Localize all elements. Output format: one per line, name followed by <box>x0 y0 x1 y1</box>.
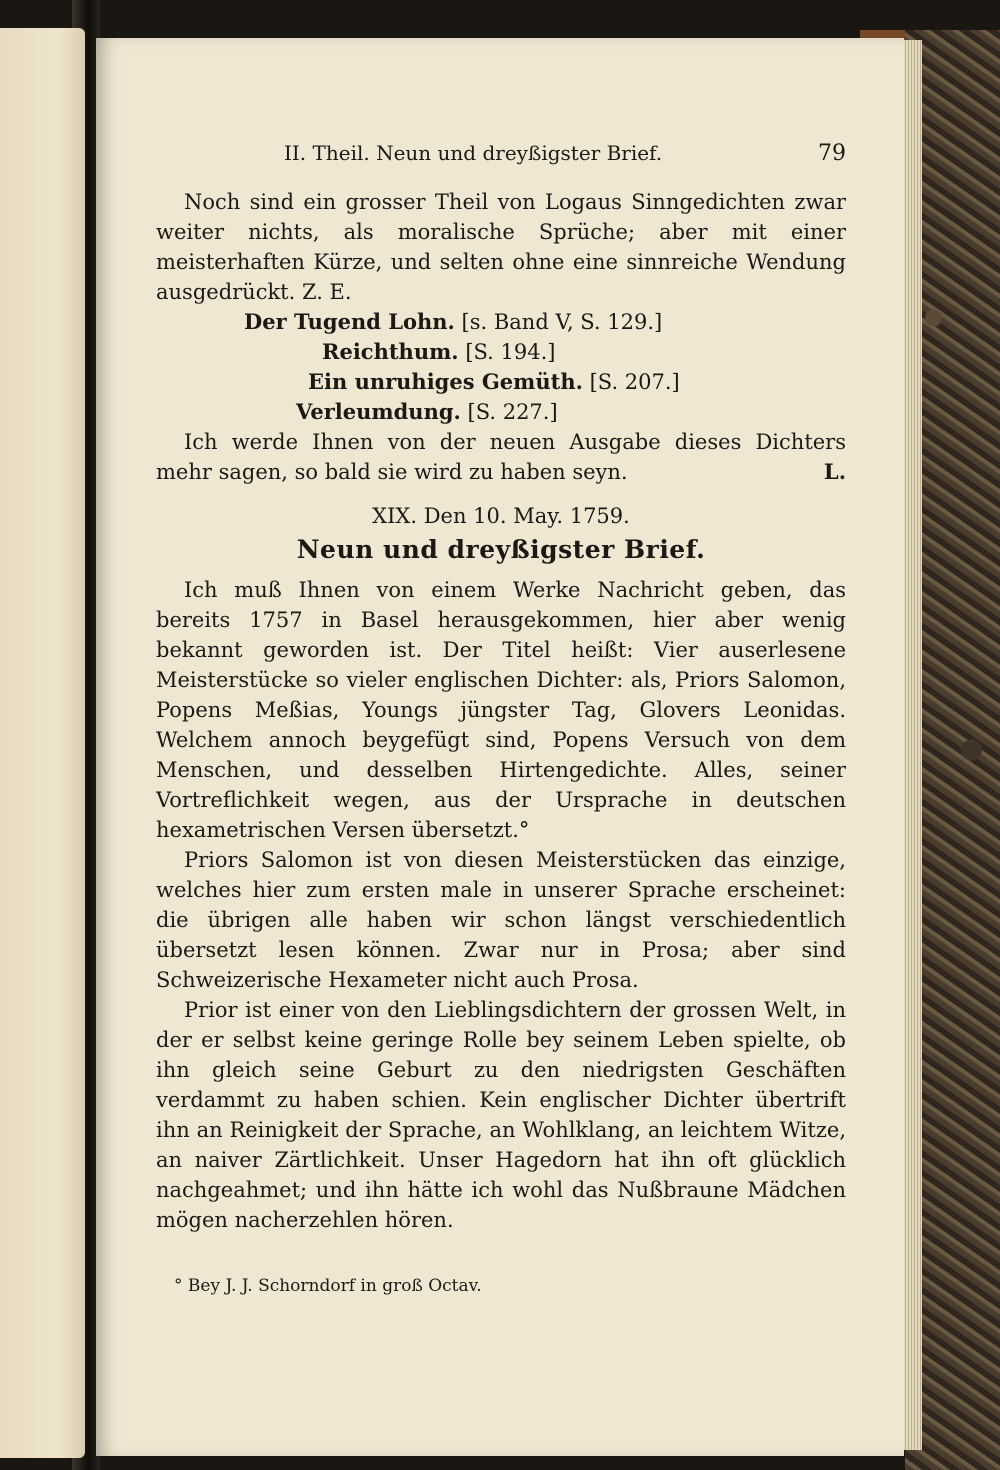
paragraph <box>156 427 846 487</box>
poem-ref: [s. Band V, S. 129.] <box>461 310 663 334</box>
poem-title-entry <box>156 307 846 337</box>
letter-heading: Neun und dreyßigster Brief. <box>296 535 706 564</box>
poem-title: Verleumdung. <box>296 399 461 424</box>
poem-ref: [S. 227.] <box>467 400 558 424</box>
poem-title: Reichthum. <box>322 339 459 364</box>
poem-title-entry <box>156 367 846 397</box>
paragraph: Ich muß Ihnen von einem Werke Nachricht geben, das bereits 1757 in Basel herausgekommen, hier aber wenig bekannt geworden ist. Der Titel heißt: Vier auserlesene Meisterstücke so vieler englischen Dichter: als, Priors Salomon, Popens Meßias, Youngs jüngster Tag, Glovers Leonidas. Welchem annoch beygefügt sind, Popens Versuch von dem Menschen, und desselben Hirtengedichte. Alles, seiner Vortreflichkeit wegen, aus der Ursprache in deutschen hexametrischen Versen übersetzt.° <box>156 578 846 842</box>
poem-title-entry <box>156 337 846 367</box>
paragraph: Prior ist einer von den Lieblingsdichtern der grossen Welt, in der er selbst keine geringe Rolle bey seinem Leben spielte, ob ihn gleich seine Geburt zu den niedrigsten Geschäften verdammt zu haben schien. Kein englischer Dichter übertrift ihn an Reinigkeit der Sprache, an Wohlklang, an leichtem Witze, an naiver Zärtlichkeit. Unser Hagedorn hat ihn oft glücklich nachgeahmet; und ihn hätte ich wohl das Nußbraune Mädchen mögen nacherzehlen hören. <box>156 998 846 1232</box>
signature: L. <box>823 459 846 484</box>
poem-ref: [S. 207.] <box>589 370 680 394</box>
page-text <box>156 138 846 1301</box>
running-title: II. Theil. Neun und dreyßigster Brief. <box>284 141 663 165</box>
previous-page-edge <box>0 28 85 1458</box>
footnote: ° Bey J. J. Schorndorf in groß Octav. <box>174 1276 482 1296</box>
poem-title: Ein unruhiges Gemüth. <box>308 369 583 394</box>
paragraph: Noch sind ein grosser Theil von Logaus Sinngedichten zwar weiter nichts, als moralische Sprüche; aber mit einer meisterhaften Kürze, und selten ohne eine sinnreiche Wendung ausgedrückt. Z. E. <box>156 190 846 304</box>
running-header <box>156 138 846 169</box>
paragraph-text: Ich werde Ihnen von der neuen Ausgabe dieses Dichters mehr sagen, so bald sie wird zu haben seyn. <box>156 430 846 484</box>
letter-dateline: XIX. Den 10. May. 1759. <box>372 504 630 528</box>
poem-ref: [S. 194.] <box>465 340 556 364</box>
poem-title: Der Tugend Lohn. <box>244 309 455 334</box>
page-number: 79 <box>818 141 846 166</box>
book-page <box>96 38 904 1456</box>
poem-title-entry <box>156 397 846 427</box>
paragraph: Priors Salomon ist von diesen Meisterstücken das einzige, welches hier zum ersten male in unserer Sprache erscheinet: die übrigen alle haben wir schon längst verschiedentlich übersetzt lesen können. Zwar nur in Prosa; aber sind Schweizerische Hexameter nicht auch Prosa. <box>156 848 846 992</box>
